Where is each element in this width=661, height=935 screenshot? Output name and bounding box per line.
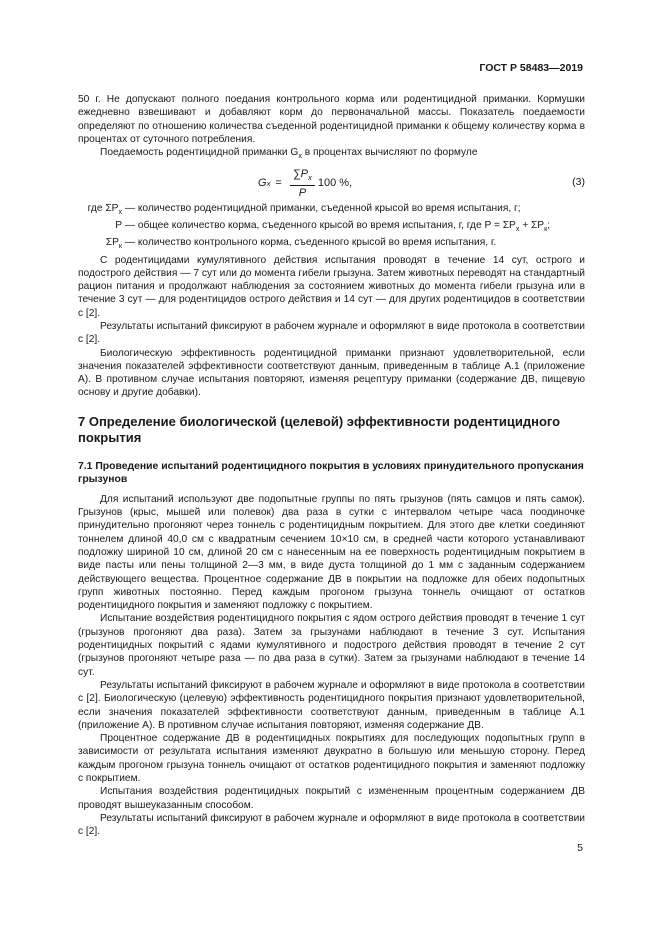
standard-header: ГОСТ Р 58483—2019 (479, 62, 583, 74)
formula-tail: 100 %, (317, 177, 353, 190)
where-symbol: $\Sigma P_к$ (105, 237, 122, 251)
formula-fraction (290, 168, 315, 201)
paragraph: Испытание воздействия родентицидного покрытия с ядом острого действия проводят в течение 1 сут (грызунов прогоняют два раза). Затем за грызунами наблюдают в течение 3 сут. Испытания родентицидных покрытий с ядами кумулятивного и подострого действия проводят в течение 2 сут (грызунов прогоняют четыре раза — по два раза в сутки). Затем за грызунами наблюдают в течение 14 сут. (78, 613, 585, 678)
paragraph: Поедаемость родентицидной приманки $G_x$ в процентах вычисляют по формуле (100, 147, 478, 161)
paragraph: Результаты испытаний фиксируют в рабочем журнале и оформляют в виде протокола в соответствии с [2]. (78, 320, 585, 346)
where-symbol: P (115, 219, 122, 231)
formula-3 (78, 166, 585, 198)
paragraph: Биологическую эффективность родентицидной приманки признают удовлетворительной, если значения показателей эффективности соответствуют данным, приведенным в таблице А.1 (приложение А). В противном случае испытания повторяют, изменяя рецептуру приманки (содержание ДВ, пищевую основу и другие добавки). (78, 347, 585, 399)
paragraph: Результаты испытаний фиксируют в рабочем журнале и оформляют в виде протокола в соответствии с [2]. (78, 812, 585, 838)
where-line (78, 236, 585, 253)
formula-denominator: P (298, 187, 307, 199)
formula-eq: = (275, 177, 282, 190)
where-text: — количество родентицидной приманки, съеденной крысой во время испытания, г; (122, 202, 521, 214)
page-number: 5 (577, 842, 583, 854)
formula-number: (3) (572, 175, 585, 188)
section-7-heading: 7 Определение биологической (целевой) эффективности родентицидного покрытия (78, 413, 561, 445)
page-content (78, 93, 585, 838)
formula-lhs: G (258, 177, 267, 190)
paragraph: Испытания воздействия родентицидных покрытий с измененным процентным содержанием ДВ проводят вышеуказанным способом. (78, 786, 585, 811)
paragraph: Результаты испытаний фиксируют в рабочем журнале и оформляют в виде протокола в соответствии с [2]. Биологическую (целевую) эффективность родентицидного покрытия признают удовлетворительной, если значения показателей эффективности соответствуют данным, приведенным в таблице А.1 (приложение А). В противном случае испытания повторяют, изменяя содержание ДВ. (78, 679, 585, 731)
section-7-1-heading: 7.1 Проведение испытаний родентицидного покрытия в условиях принудительного пропускания грызунов (78, 460, 584, 485)
where-line (78, 202, 585, 219)
where-symbol: где $\Sigma P_x$ (87, 202, 122, 216)
paragraph: 50 г. Не допускают полного поедания контрольного корма или родентицидной приманки. Кормушки ежедневно взвешивают и добавляют корм до первоначальной массы. Показатель поедаемости определяют по отношению количества съеденной родентицидной приманки к общему количеству корма в процентах от суточного потребления. (78, 94, 585, 145)
formula-num-sub: x (308, 172, 312, 182)
formula-lhs-sub: x (266, 179, 271, 189)
paragraph: С родентицидами кумулятивного действия испытания проводят в течение 14 сут, острого и подострого действия — 7 сут или до момента гибели грызуна. Затем животных переводят на стандартный рацион питания и продолжают наблюдения за состоянием животных до момента гибели грызуна или в течение 3 сут — для родентицидов острого действия и 14 сут — для других родентицидов в соответствии с [2]. (78, 254, 585, 319)
paragraph: Процентное содержание ДВ в родентицидных покрытиях для последующих подопытных групп в зависимости от результата испытания изменяют двукратно в большую или меньшую сторону. Перед каждым прогоном грызуна тоннель очищают от остатков родентицидного покрытия и заменяют подложку с покрытием. (78, 733, 585, 784)
paragraph: Для испытаний используют две подопытные группы по пять грызунов (пять самцов и пять самок). Грызунов (крыс, мышей или полевок) два раза в сутки с интервалом четыре часа поодиночке принудительно прогоняют через тоннель с родентицидным покрытием. Для этого две клетки соединяют тоннелем длиной 40,0 см с квадратным сечением 10×10 см, в средней части которого устанавливают подложку шириной 10 см, длиной 20 см с нанесенным на ее поверхность родентицидным покрытием в виде пасты или пены толщиной 2—3 мм, в виде дуста толщиной до 1 мм с заданным содержанием действующего вещества. Процентное содержание ДВ в покрытии на подложке для обеих подопытных групп животных постоянно. Перед каждым прогоном грызуна тоннель очищают от остатков родентицидного покрытия и заменяют подложку с покрытием. (78, 493, 585, 612)
where-text: — количество контрольного корма, съеденного крысой во время испытания, г. (122, 237, 497, 249)
where-text: — общее количество корма, съеденного крысой во время испытания, г, где $P = \Sigma P_x + \Sigma P_к$; (122, 219, 551, 233)
where-line (78, 219, 585, 236)
formula-numerator: ∑P (292, 167, 309, 180)
